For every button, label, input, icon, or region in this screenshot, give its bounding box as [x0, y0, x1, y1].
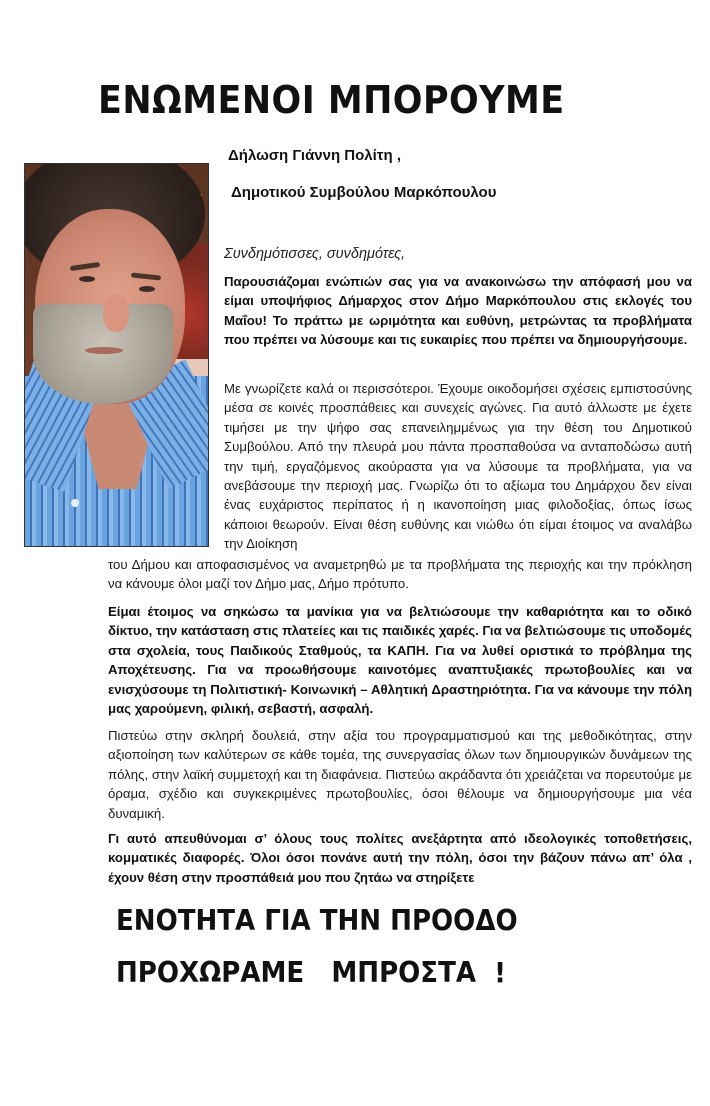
greeting: Συνδημότισσες, συνδημότες, [224, 246, 406, 262]
slogan-forward: ΠΡΟΧΩΡΑΜΕ ΜΠΡΟΣΤΑ ! [116, 956, 507, 989]
eye-right [139, 286, 155, 292]
slogan-unity: ΕΝΟΤΗΤΑ ΓΙΑ ΤΗΝ ΠΡΟΟΔΟ [116, 904, 518, 937]
paragraph-announcement: Παρουσιάζομαι ενώπιών σας για να ανακοινώσω την απόφασή μου να είμαι υποψήφιος Δήμαρχος στον Δήμο Μαρκόπουλου στις εκλογές του Μαΐου! Το πράττω με ωριμότητα και ευθύνη, μετρώντας τα προβλήματα που πρέπει να λύσουμε και τις ευκαιρίες που πρέπει να δημιουργήσουμε. [224, 274, 692, 348]
portrait-photo [24, 163, 209, 547]
author-role: Δημοτικού Συμβούλου Μαρκόπουλου [231, 184, 497, 201]
page-title: ΕΝΩΜΕΝΟΙ ΜΠΟΡΟΥΜΕ [98, 78, 565, 122]
paragraph-beliefs: Πιστεύω στην σκληρή δουλειά, στην αξία του προγραμματισμού και της μεθοδικότητας, στην αξιοποίηση των καλύτερων σε κάθε τομέα, της συνεργασίας όλων των δημιουργικών δυνάμεων της πόλης, στην λαϊκή συμμετοχή και τη διαφάνεια. Πιστεύω ακράδαντα ότι χρειάζεται να πορευτούμε με όραμα, σχέδιο και συγκεκριμένες πρωτοβουλίες, όσοι θέλουμε να δημιουργήσουμε μια νέα δυναμική. [108, 728, 692, 821]
mouth [85, 347, 123, 354]
paragraph-background-continued: του Δήμου και αποφασισμένος να αναμετρηθώ με τα προβλήματα της περιοχής και την πρόκληση να κάνουμε όλοι μαζί τον Δήμο μας, Δήμο πρότυπο. [108, 557, 692, 592]
paragraph-background: Με γνωρίζετε καλά οι περισσότεροι. Έχουμε οικοδομήσει σχέσεις εμπιστοσύνης μέσα σε κοινές προσπάθειες και συνεχείς αγώνες. Για αυτό άλλωστε με έχετε τιμήσει με την ψήφο σας επανειλημμένως για την θέση του Δημοτικού Συμβούλου. Από την πλευρά μου πάντα προσπαθούσα να ανταποδώσω αυτή την τιμή, εργαζόμενος ακούραστα για να λύσουμε τα προβλήματα, για να ανεβάσουμε την περιοχή μας. Γνωρίζω ότι το αξίωμα του Δημάρχου δεν είναι ένας ευχάριστος περίπατος ή η ικανοποίηση μιας φιλοδοξίας, όπως ίσως κάποιοι θεωρούν. Είναι θέση ευθύνης και νιώθω ότι είμαι έτοιμος να αναλάβω την Διοίκηση [224, 381, 692, 552]
paragraph-priorities: Είμαι έτοιμος να σηκώσω τα μανίκια για να βελτιώσουμε την καθαριότητα και το οδικό δίκτυο, την κατάσταση στις πλατείες και τις παιδικές χαρές. Για να βελτιώσουμε τις υποδομές στα σχολεία, τους Παιδικούς Σταθμούς, τα ΚΑΠΗ. Για να λυθεί οριστικά το πρόβλημα της Αποχέτευσης. Για να προωθήσουμε καινοτόμες αναπτυξιακές πρωτοβουλίες και να ενισχύσουμε τη Πολιτιστική- Κοινωνική – Αθλητική Δραστηριότητα. Για να κάνουμε την πόλη μας χαρούμενη, φιλική, σεβαστή, ασφαλή. [108, 604, 693, 717]
statement-author: Δήλωση Γιάννη Πολίτη , [228, 147, 401, 164]
eye-left [79, 276, 95, 282]
paragraph-appeal: Γι αυτό απευθύνομαι σ’ όλους τους πολίτες ανεξάρτητα από ιδεολογικές τοποθετήσεις, κομματικές διαφορές. Όλοι όσοι πονάνε αυτή την πόλη, όσοι την βάζουν πάνω απ’ όλα , έχουν θέση στην προσπάθειά μου που ζητάω να στηρίξετε [108, 831, 692, 885]
nose [103, 294, 129, 332]
shirt-button [71, 499, 79, 507]
